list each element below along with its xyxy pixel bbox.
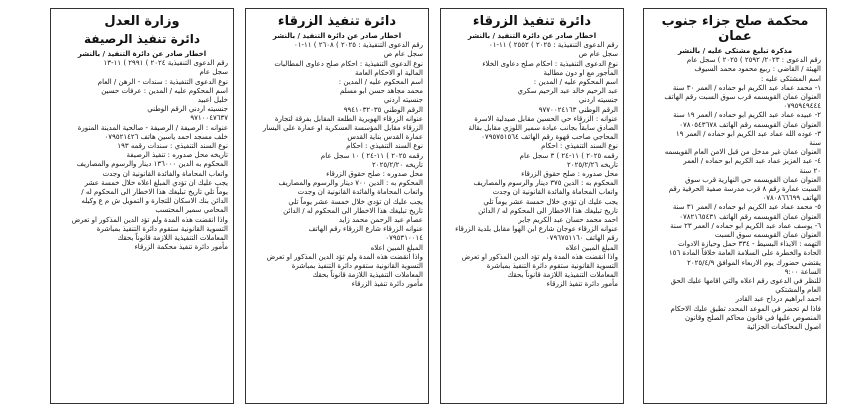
notice-rusaifa-execution	[50, 8, 234, 404]
notice-line: جنسيته اردني	[383, 96, 423, 105]
notice-subtitle: دائرة تنفيذ الرصيفة	[83, 32, 201, 46]
notice-line: يجب عليك ان تؤدي خلال خمسة عشر يوماً تلي	[483, 197, 618, 206]
notice-line: الرقم الوطني ٩٩٤١٠٣٢٠٣٥	[343, 105, 423, 114]
notice-line: اخطار صادر عن دائرة التنفيذ / بالنشر	[272, 32, 402, 40]
notice-line: يوماً تلي تاريخ تبليغك هذا الاخطار الى المحكوم له /	[81, 188, 228, 197]
notice-line: عمارة القدس بناية القدس	[347, 133, 423, 142]
notice-line: نوع الدعوى التنفيذية : احكام صلح دعاوى الخلاء	[482, 59, 618, 68]
notice-title: دائرة تنفيذ الزرقاء	[472, 14, 592, 29]
notice-title: وزارة العدل	[104, 14, 180, 29]
notice-line: المبلغ المبين اعلاه	[565, 243, 618, 252]
notice-line: المحامي سمير المحتسب	[155, 206, 228, 215]
notice-line: سجل عام ص	[578, 50, 618, 59]
notice-line: اسم المحكوم عليه / المدين :	[338, 78, 423, 87]
notice-line: العنوان عمان القويسمه رقم الهاتف ٠٧٨٠٥٤٣٦٧٨	[679, 120, 821, 129]
notice-line: سنة	[809, 139, 821, 148]
notice-line: العنوان عمان القويسمه حي النهارية قرب سوق	[685, 175, 821, 184]
notice-line: العنوان عمان القويسمه سوق السبت	[714, 231, 821, 240]
notice-line: ٢- عبيده عماد عبد الكريم ابو حماده / العمر ١٩ سنة	[673, 111, 821, 120]
notice-line: واذا انقضت هذه المدة ولم تؤد الدين المذكور او تعرض	[266, 252, 423, 261]
notice-line: محمد مجاهد حسن ابو مسلم	[339, 87, 423, 96]
notice-line: واذا انقضت هذه المدة ولم تؤد الدين المذكور او تعرض	[461, 252, 618, 261]
notice-line: العنوان عمان القويسمه قرب سوق السبت رقم الهاتف	[664, 93, 821, 102]
notice-line: الدائن بنك الاسكان للتجارة و التمويل ش م ع وكيله	[81, 197, 228, 206]
notice-line: التسوية القانونية ستقوم دائرة التنفيذ بمباشرة	[291, 262, 423, 271]
notice-line: مذكرة تبليغ مشتكى عليه / بالنشر	[677, 47, 793, 55]
notice-line: العام والمشتكي	[775, 286, 821, 295]
notice-zarqa-execution-2	[245, 8, 429, 404]
notice-line: احمد ابراهيم درداح عبد القادر	[735, 295, 821, 304]
notice-line: اصول المحاكمات الجزائية	[746, 323, 821, 332]
notice-line: نوع السند التنفيذي : احكام	[346, 142, 423, 151]
notice-line: عنوانه الزرقاء عوجان شارع ابن الهوا مقابل بلدية الزرقاء	[455, 225, 618, 234]
notice-line: نوع الدعوى التنفيذية : سندات - الرهن / العام	[97, 77, 228, 86]
notice-line: ٦- يوسف عماد عبد الكريم ابو حماده / العمر ٢٣ سنة	[670, 221, 821, 230]
notice-line: التسوية القانونية ستقوم دائرة التنفيذ بمباشرة	[486, 262, 618, 271]
notice-line: سجل عام ص	[383, 50, 423, 59]
notice-line: واتعاب المحاماة والفائدة القانونية ان وجدت	[297, 188, 423, 197]
notice-line: تاريخه محل صدوره : تنفيذ الرصيفة	[126, 151, 228, 160]
notice-line: يجب عليك ان تؤدي المبلغ اعلاه خلال خمسة عشر	[84, 178, 228, 187]
notice-line: رقم الدعوى التنفيذية ٢٠٢٤ ) ٢٩٩١ ) ١١-١٣	[103, 59, 228, 68]
notice-zarqa-execution-1	[440, 8, 624, 404]
notice-line: المحكوم به : الدين ٣٧٥ دينار والرسوم والمصاريف	[473, 179, 618, 188]
notice-line: المعاملات التنفيذية اللازمة قانوناً بحقك	[312, 271, 423, 280]
notice-line: يجب عليك ان تؤدي خلال خمسة عشر يوماً تلي	[288, 197, 423, 206]
notice-line: الهيئة / القاضي : ربيع محمود محمد السيوف	[694, 65, 821, 74]
notice-south-amman-court	[643, 8, 827, 404]
notice-line: العنوان عمان القويسمه رقم الهاتف ٠٧٨٢١٦٥٤٣١	[679, 212, 821, 221]
notice-line: التسوية القانونية ستقوم دائرة التنفيذ بمباشرة	[96, 224, 228, 233]
notice-line: المحكوم به الدين ١٣٦٠٠٠ دينار والرسوم والمصاريف	[76, 160, 228, 169]
notice-line: تاريخه ٢٠٢٥/٢/٢٠	[372, 160, 423, 169]
notice-line: عنوانه الزرقاء شارع الزرقاء رقم الهاتف	[308, 225, 423, 234]
notice-line: جنسيته اردني	[578, 96, 618, 105]
notice-line: اسم المحكوم عليه / المدين :	[533, 78, 618, 87]
notice-title: محكمة صلح جزاء جنوب عمان	[661, 14, 809, 44]
notice-line: عنوانه : الزرقاء حي الحسين مقابل صيدلية الاسرة	[474, 114, 618, 123]
notice-line: الزرقاء مقابل المؤسسة العسكرية او عمارة على اليسار	[262, 124, 423, 133]
notice-line: تاريخ تبليغك هذا الاخطار الى المحكوم له / الدائن	[283, 206, 423, 215]
notice-line: ٥- محمد عماد عبد الكريم ابو حماده / العمر ٣١ سنة	[672, 203, 821, 212]
notice-line: الرقم الوطني ٩٧٧٠٠٢٤١٦٣	[538, 105, 618, 114]
notice-line: خليل اعبيد	[197, 96, 228, 105]
notice-line: جنسيته اردني الرقم الوطني	[147, 105, 228, 114]
notice-line: اسم المحكوم عليه / المدين : عرفات حسين	[101, 86, 228, 95]
notice-line: نوع السند التنفيذي : سندات رقمه ١٩٣	[117, 142, 228, 151]
notice-line: رقم الدعوى : ٢٠٢٣/ ٢٥٩٢ ) ٢٠٢٥ ) سجل عام	[686, 56, 821, 65]
notice-line: المنصوص عليها في قانون محاكم الصلح وقانون	[684, 313, 821, 322]
notice-line: محل صدوره : صلح حقوق الزرقاء	[521, 170, 618, 179]
notice-line: واتعاب المحاماة والفائدة القانونية ان وجدت	[492, 188, 618, 197]
notice-line: المعاملات التنفيذية اللازمة قانوناً بحقك	[117, 234, 228, 243]
notice-line: سجل عام	[199, 68, 228, 77]
notice-line: رقمه ٢٠٢٥ ) ١١-٢٤ ) ٣ سجل عام	[519, 151, 618, 160]
notice-line: خلف مسجد احمد ياسين هاتف ٠٧٩٥٢١٤٢٦	[104, 132, 228, 141]
notice-line: عنوانه الزرقاء الهويرية الطلعة المقابل بفرقة لتجارة	[274, 114, 423, 123]
notice-line: احمد محمد حسان عبد الكريم جابر	[518, 216, 618, 225]
notice-line: رقمه ٢٠٢٥ ) ١١-٢٤ ) ١٠ سجل عام	[320, 151, 423, 160]
notice-line: مأمور دائرة تنفيذ محكمة الزرقاء	[134, 243, 228, 252]
notice-line: المعاملات التنفيذية اللازمة قانوناً بحقك	[507, 271, 618, 280]
notice-line: العنوان عمان غير مدخل من قبل الامن العام القويسمه	[664, 148, 821, 157]
notice-line: ٤- عبد العزيز عماد عبد الكريم ابو حماده / العمر	[683, 157, 821, 166]
notice-line: الهاتف ٠٧٨٠٨٦٦٦٩٩	[762, 194, 821, 203]
notice-title: دائرة تنفيذ الزرقاء	[277, 14, 397, 29]
notice-line: للنظر في الدعوى رقم اعلاه والتي اقامها عليك الحق	[670, 277, 821, 286]
notice-line: واتعاب المحاماة والفائدة القانونية ان وجدت	[102, 169, 228, 178]
notice-line: محل صدوره : صلح حقوق الزرقاء	[326, 170, 423, 179]
notice-line: ٠٧٩٥٣١٠٠١٤	[385, 234, 423, 243]
notice-line: نوع الدعوى التنفيذية : احكام صلح دعاوى المطالبات	[274, 59, 423, 68]
notice-line: ٠٧٩٥٩٤٩٤٤٤	[783, 102, 821, 111]
notice-line: المحاجي صاحب قهوة رقم الهاتف ٠٧٩٥٧٥١٥٦٤	[481, 133, 618, 142]
notice-line: الساعة ٩:٠٠	[784, 267, 821, 276]
notice-line: التهمه : الايذاء البسيط - ٣٣٤ حمل وحيازة الادوات	[678, 240, 821, 249]
notice-line: ٩٧١٠٠٤٧٦٣٧	[190, 114, 228, 123]
notice-line: يقتضي حضورك يوم الاربعاء الموافق ٢٠٢٥/٤/٩	[687, 258, 821, 267]
notice-line: مأمور دائرة تنفيذ الزرقاء	[546, 280, 618, 289]
notice-line: رقم الدعوى التنفيذية : ٢٠٢٥ ) ٢٦٠٨ ) ١١-٠١	[293, 41, 423, 50]
notice-line: فاذا لم تحضر في الموعد المحدد تطبق عليك الاحكام	[670, 304, 821, 313]
notice-line: السبت عمارة رقم ٨ قرب مدرسة صفية الحرفية رقم	[668, 185, 821, 194]
notice-line: رقم الدعوى التنفيذية : ٢٠٢٥ ) ٢٥٥٢ ) ١١-٠١	[488, 41, 618, 50]
notice-line: المأجور مع او دون مطالبة	[543, 68, 618, 77]
notice-line: عنوانه : الرصيفة / الرصيفة - صالحية المدينة المنورة	[77, 123, 228, 132]
notice-line: نوع السند التنفيذي : احكام	[541, 142, 618, 151]
notice-line: عبد الرحيم خالد عبد الرحيم سكري	[517, 87, 618, 96]
notice-line: الصادق سابقاً بجانب عيادة سمير اللوزي مقابل بقالة	[468, 124, 618, 133]
notice-line: مأمور دائرة تنفيذ الزرقاء	[351, 280, 423, 289]
notice-line: المحكوم به : الدين ٧٠٠ دينار والرسوم والمصاريف	[278, 179, 423, 188]
notice-line: تاريخه ٢٠٢٥/٢/٢٦	[567, 160, 618, 169]
notice-line: واذا انقضت هذه المدة ولم تؤد الدين المذكور او تعرض	[71, 215, 228, 224]
notice-line: عصام عبد الرحمن محمد زايد	[338, 216, 423, 225]
notice-line: ٢٠ سنة	[799, 166, 821, 175]
notice-line: اسم المشتكى عليه :	[760, 74, 821, 83]
notice-line: ٣- عوده الله عماد عبد الكريم ابو حماده / العمر ١٩	[675, 129, 821, 138]
notice-line: ١- محمد عماد عبد الكريم ابو حماده / العمر ٣٠ سنة	[672, 83, 821, 92]
notice-line: رقم الهاتف ٠٧٩٦٧٥١١٦٠	[545, 234, 618, 243]
notice-line: الحادة والخطرة على السلامة العامة خلافاً المادة ١٥٦	[668, 249, 821, 258]
notice-line: اخطار صادر عن دائرة التنفيذ / بالنشر	[467, 32, 597, 40]
notice-line: اخطار صادر عن دائرة التنفيذ / بالنشر	[77, 50, 207, 58]
notice-line: المالية او الاحكام العامة	[355, 68, 423, 77]
notice-line: المبلغ المبين اعلاه	[370, 243, 423, 252]
notice-line: تاريخ تبليغك هذا الاخطار الى المحكوم له / الدائن	[478, 206, 618, 215]
